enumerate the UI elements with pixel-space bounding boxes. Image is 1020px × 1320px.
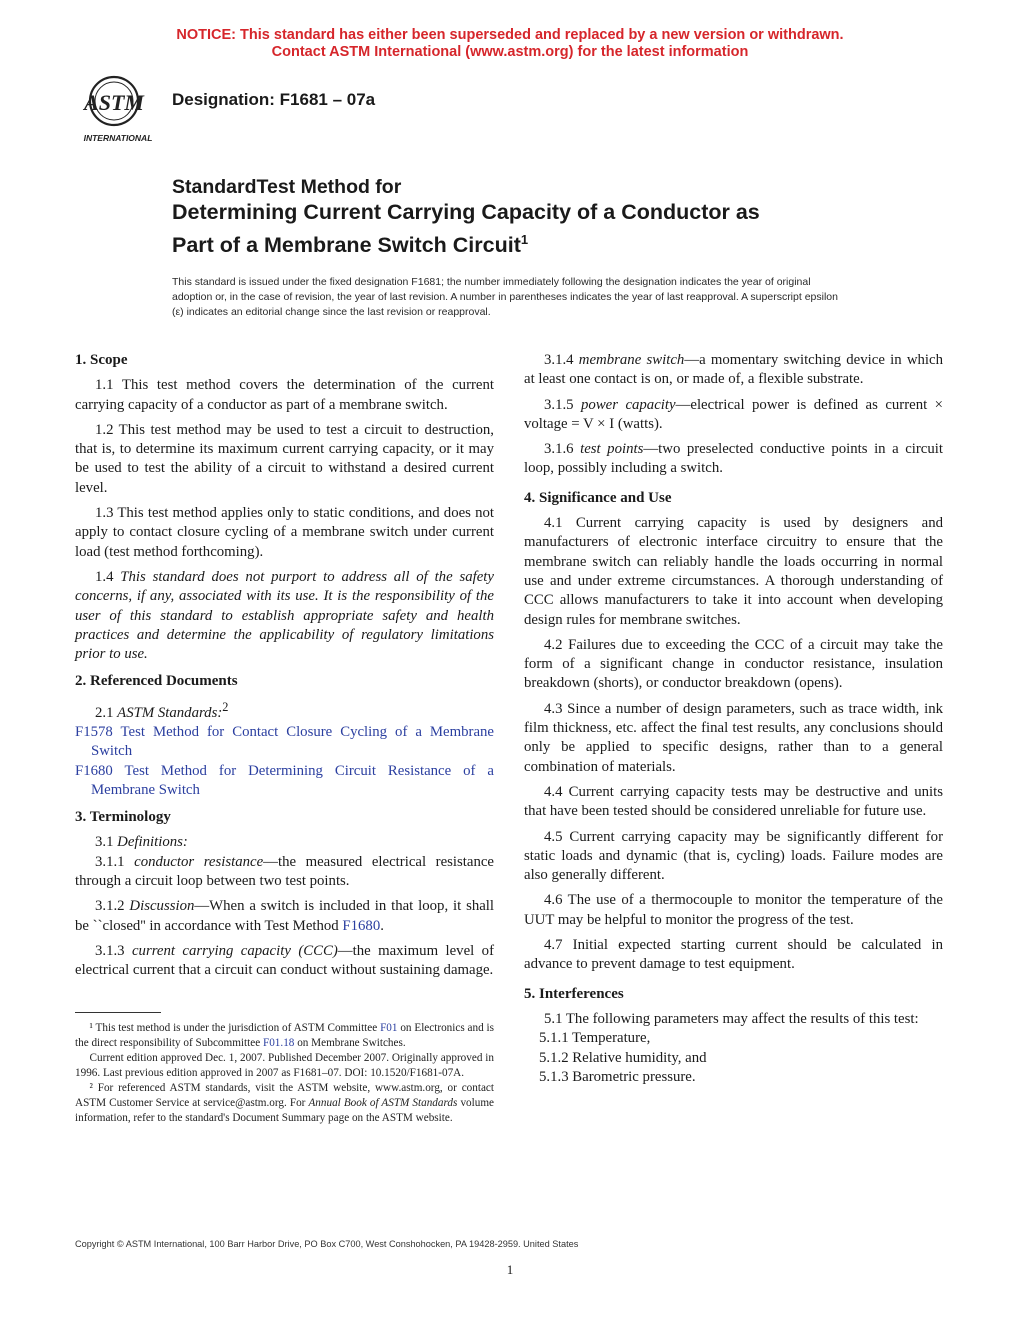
reference-f1578 <box>75 723 494 762</box>
paragraph-1-4: 1.4 This standard does not purport to address all of the safety concerns, if any, associated with its use. It is the responsibility of the user of this standard to establish appropriate safety and health practices and determine the applicability of regulatory limitations prior to use. <box>75 568 494 663</box>
astm-logo-text: ASTM <box>84 90 144 115</box>
link-f1680-inline[interactable]: F1680 <box>342 917 381 934</box>
paragraph-5-1: 5.1 The following parameters may affect the results of this test: <box>543 1010 919 1027</box>
right-column <box>524 351 943 1087</box>
notice-line-1: NOTICE: This standard has either been superseded and replaced by a new version or withdrawn. <box>176 27 844 43</box>
astm-logo <box>70 73 166 145</box>
interference-temperature: 5.1.1 Temperature, <box>539 1030 651 1047</box>
link-committee-f01[interactable]: F01 <box>380 1022 398 1034</box>
link-f1680-title[interactable]: Test Method for Determining Circuit Resistance of a Membrane Switch <box>91 762 494 798</box>
title-line-1: StandardTest Method for <box>172 176 402 198</box>
paragraph-1-2: 1.2 This test method may be used to test a circuit to destruction, that is, to determine its maximum current carrying capacity, or it may be used to test the ability of a circuit to withstand a desired current level. <box>75 421 494 496</box>
withdrawal-notice <box>0 27 1020 61</box>
footnote-2: ² For referenced ASTM standards, visit the ASTM website, www.astm.org, or contact ASTM Customer Service at service@astm.org. For Annual Book of ASTM Standards volume information, refer to the standard's Document Summary page on the ASTM website. <box>75 1082 494 1124</box>
title-footnote-mark[interactable]: 1 <box>520 232 529 247</box>
issued-note: This standard is issued under the fixed designation F1681; the number immediately following the designation indicates the year of original adoption or, in the case of revision, the year of last revision. A number in parentheses indicates the year of last reapproval. A superscript epsilon (ε) indicates an editorial change since the last revision or reapproval. <box>172 276 838 318</box>
paragraph-4-5: 4.5 Current carrying capacity may be significantly different for static loads and dynamic (that is, cycling) loads. Failure modes are also generally different. <box>524 828 943 884</box>
designation: Designation: F1681 – 07a <box>172 90 376 109</box>
term-discussion: 3.1.2 Discussion—When a switch is included in that loop, it shall be ``closed'' in accordance with Test Method F1680. <box>75 898 495 934</box>
left-column <box>75 351 494 987</box>
title-line-3: Part of a Membrane Switch Circuit$^1$ <box>172 232 529 258</box>
interference-pressure: 5.1.3 Barometric pressure. <box>539 1068 696 1085</box>
paragraph-1-3: 1.3 This test method applies only to static conditions, and does not apply to contact closure cycling of a membrane switch under current load (test method forthcoming). <box>75 505 494 560</box>
paragraph-4-3: 4.3 Since a number of design parameters, such as trace width, ink film thickness, etc. affect the final test results, any conclusions should only be applied to specific designs, rather than to a general combination of materials. <box>524 700 943 775</box>
paragraph-4-7: 4.7 Initial expected starting current should be calculated in advance to prevent damage to test equipment. <box>524 937 943 973</box>
link-f1680[interactable]: F1680 <box>75 762 113 779</box>
astm-logo-subtext: INTERNATIONAL <box>83 133 153 143</box>
reference-f1680 <box>75 762 494 801</box>
paragraph-4-4: 4.4 Current carrying capacity tests may be destructive and units that have been tested should be considered unreliable for future use. <box>524 783 943 820</box>
term-power-capacity: 3.1.5 power capacity—electrical power is defined as current × voltage = V × I (watts). <box>524 396 944 432</box>
section-heading-scope: 1. Scope <box>75 352 128 368</box>
term-test-points: 3.1.6 test points—two preselected conductive points in a circuit loop, possibly including a switch. <box>524 441 943 477</box>
link-subcommittee-f01-18[interactable]: F01.18 <box>262 1037 295 1049</box>
footnote-1-approval: Current edition approved Dec. 1, 2007. Published December 2007. Originally approved in 1996. Last previous edition approved in 2007 as F1681–07. DOI: 10.1520/F1681-07A. <box>75 1052 494 1079</box>
paragraph-2-1: 2.1 ASTM Standards:$^2$ <box>94 699 229 721</box>
notice-line-2: Contact ASTM International (www.astm.org) for the latest information <box>271 44 749 60</box>
title-line-2: Determining Current Carrying Capacity of a Conductor as <box>172 200 760 224</box>
term-membrane-switch: 3.1.4 membrane switch—a momentary switching device in which at least one contact is on, or made of, a flexible substrate. <box>524 352 944 388</box>
link-f1578[interactable]: F1578 <box>75 723 113 740</box>
footnote-1: ¹ This test method is under the jurisdiction of ASTM Committee F01 on Electronics and is the direct responsibility of Subcommittee F01.18 on Membrane Switches. <box>75 1022 494 1049</box>
term-current-carrying-capacity: 3.1.3 current carrying capacity (CCC)—the maximum level of electrical current that a circuit can conduct without sustaining damage. <box>75 942 495 979</box>
interference-humidity: 5.1.2 Relative humidity, and <box>539 1049 707 1066</box>
section-heading-referenced-documents: 2. Referenced Documents <box>75 673 238 690</box>
paragraph-4-1: 4.1 Current carrying capacity is used by designers and manufacturers of electronic interface circuitry to ensure that the membrane switch can reliably handle the loads occurring in normal use and under extreme circumstances. A thorough understanding of CCC allows manufacturers to take it into account when developing design rules for membrane switches. <box>524 515 943 628</box>
paragraph-4-6: 4.6 The use of a thermocouple to monitor the temperature of the UUT may be helpful to monitor the progress of the test. <box>524 892 943 928</box>
section-heading-significance: 4. Significance and Use <box>524 489 672 506</box>
term-conductor-resistance: 3.1.1 conductor resistance—the measured electrical resistance through a circuit loop between two test points. <box>75 853 494 890</box>
section-heading-terminology: 3. Terminology <box>75 809 171 826</box>
paragraph-4-2: 4.2 Failures due to exceeding the CCC of a circuit may take the form of a significant change in conductor resistance, insulation breakdown (shorts), or conductor breakdown (opens). <box>524 636 943 692</box>
page-number: 1 <box>506 1262 514 1277</box>
footnotes <box>75 1021 494 1126</box>
section-heading-interferences: 5. Interferences <box>524 985 624 1002</box>
copyright-line: Copyright © ASTM International, 100 Barr Harbor Drive, PO Box C700, West Conshohocken, PA 19428-2959. United States <box>75 1239 579 1249</box>
paragraph-1-1: 1.1 This test method covers the determination of the current carrying capacity of a conductor as part of a membrane switch. <box>75 377 494 413</box>
footnote-rule <box>75 1012 161 1013</box>
paragraph-3-1: 3.1 Definitions: <box>94 834 188 851</box>
link-f1578-title[interactable]: Test Method for Contact Closure Cycling of a Membrane Switch <box>91 723 494 760</box>
document-title <box>172 175 892 259</box>
